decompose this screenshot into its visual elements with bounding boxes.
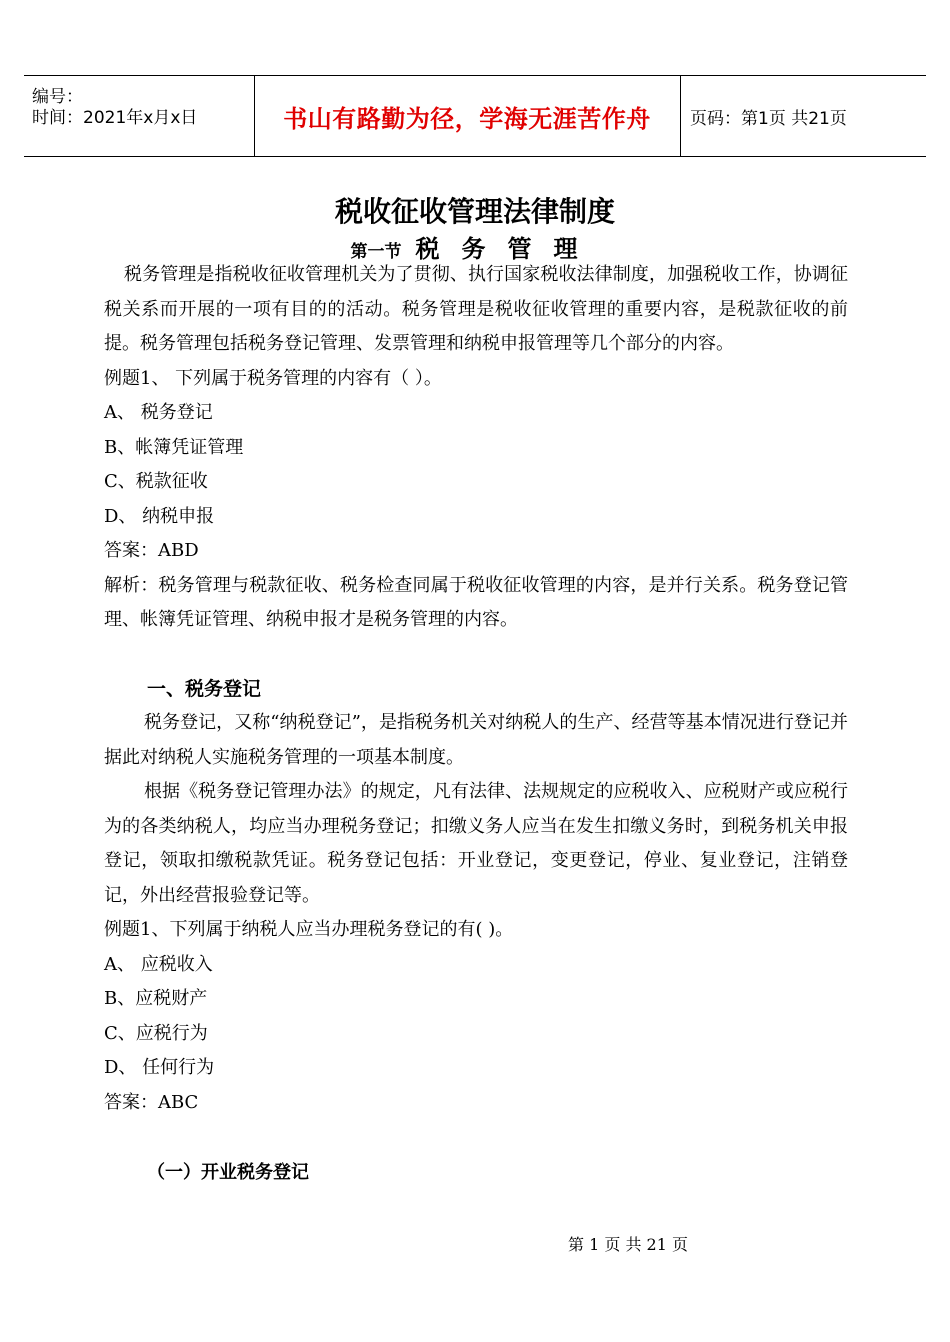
document-title: 税收征收管理法律制度 xyxy=(334,195,615,228)
example-option: A、 税务登记 xyxy=(104,402,213,423)
example-option: B、帐簿凭证管理 xyxy=(104,436,244,458)
blank-line xyxy=(104,1120,848,1156)
example-question: 例题1、 下列属于税务管理的内容有（ ）。 xyxy=(104,367,442,389)
intro-paragraph: 税务管理是指税收征收管理机关为了贯彻、执行国家税收法律制度，加强税收工作，协调征税关系而开展的一项有目的的活动。税务管理是税收征收管理的重要内容，是税款征收的前提。税务管理包括税务登记管理、发票管理和纳税申报管理等几个部分的内容。 xyxy=(104,264,848,354)
footer-page-number: 第 1 页 共 21 页 xyxy=(568,1235,688,1254)
example-analysis: 解析：税务管理与税款征收、税务检查同属于税收征收管理的内容，是并行关系。税务登记管理、帐簿凭证管理、纳税申报才是税务管理的内容。 xyxy=(104,574,848,630)
header-motto-cell xyxy=(254,76,681,156)
page-header xyxy=(24,75,926,157)
blank-line xyxy=(104,638,848,672)
example-option: A、 应税收入 xyxy=(104,953,213,975)
page-indicator: 页码：第1页 共21页 xyxy=(690,108,847,129)
example-option: C、税款征收 xyxy=(104,471,208,492)
section-number: 第一节 xyxy=(350,242,402,262)
header-meta xyxy=(24,76,255,156)
motto: 书山有路勤为径，学海无涯苦作舟 xyxy=(283,104,651,133)
subsection-heading: （一）开业税务登记 xyxy=(147,1162,309,1183)
document-time-label: 时间：2021年x月x日 xyxy=(32,108,198,128)
page-footer xyxy=(0,1232,950,1255)
section-name: 税务管理 xyxy=(415,235,600,263)
example-option: D、 纳税申报 xyxy=(104,505,215,527)
header-page-cell xyxy=(680,76,926,156)
document-body xyxy=(104,258,848,1191)
example-option: C、应税行为 xyxy=(104,1022,208,1044)
document-number-label: 编号： xyxy=(32,87,83,107)
example-answer: 答案：ABD xyxy=(104,540,199,561)
example-question: 例题1、下列属于纳税人应当办理税务登记的有( )。 xyxy=(104,919,514,940)
body-paragraph: 税务登记，又称“纳税登记”，是指税务机关对纳税人的生产、经营等基本情况进行登记并据此对纳税人实施税务管理的一项基本制度。 xyxy=(104,712,848,768)
example-option: D、 任何行为 xyxy=(104,1057,215,1078)
body-paragraph: 根据《税务登记管理办法》的规定，凡有法律、法规规定的应税收入、应税财产或应税行为的各类纳税人，均应当办理税务登记；扣缴义务人应当在发生扣缴义务时，到税务机关申报登记，领取扣缴税款凭证。税务登记包括：开业登记，变更登记，停业、复业登记，注销登记，外出经营报验登记等。 xyxy=(104,781,848,906)
subsection-heading: 一、税务登记 xyxy=(147,677,262,700)
example-option: B、应税财产 xyxy=(104,988,208,1009)
example-answer: 答案：ABC xyxy=(104,1091,199,1113)
